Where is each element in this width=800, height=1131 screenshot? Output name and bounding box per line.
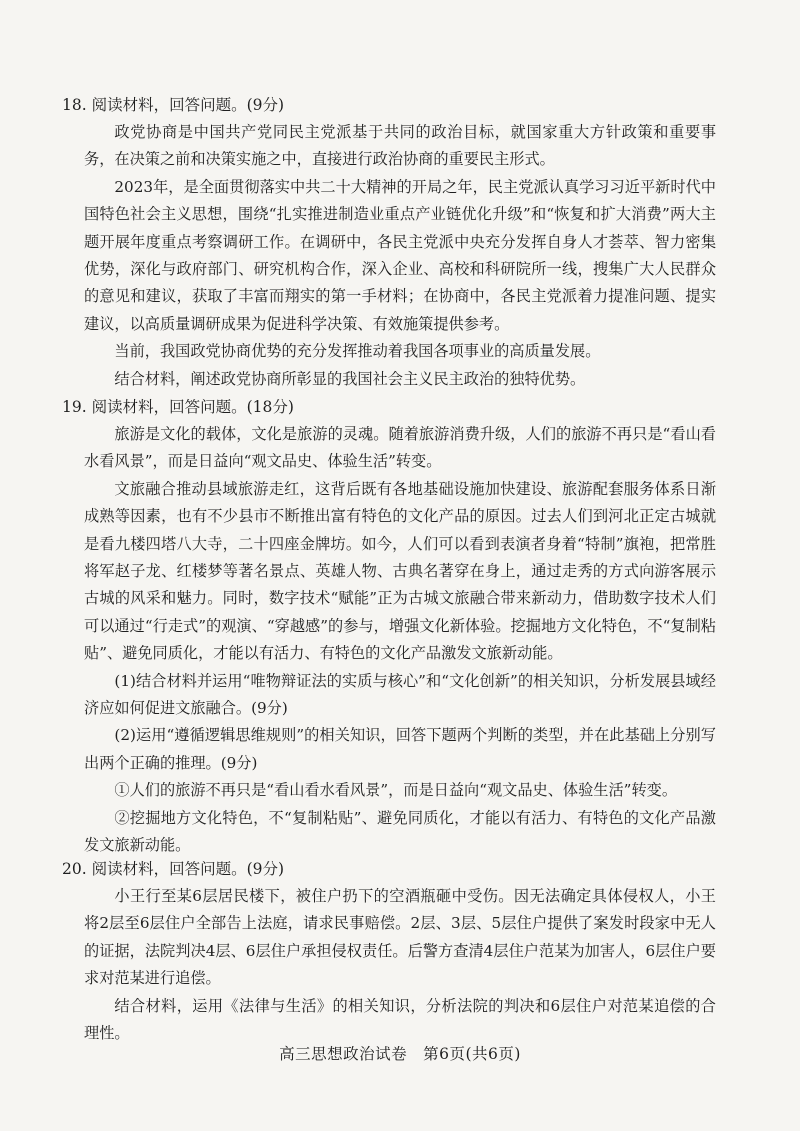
q20-paragraph-2: 结合材料，运用《法律与生活》的相关知识，分析法院的判决和6层住户对范某追偿的合理性。 [84, 996, 716, 1043]
question-20 [62, 856, 716, 1047]
question-20-header: 20. 阅读材料，回答问题。(9分) [62, 860, 285, 878]
q19-paragraph-1: 旅游是文化的载体，文化是旅游的灵魂。随着旅游消费升级，人们的旅游不再只是“看山看水看风景”，而是日益向“观文品史、体验生活”转变。 [84, 425, 716, 471]
q19-judgment-2: ②挖掘地方文化特色，不“复制粘贴”、避免同质化，才能以有活力、有特色的文化产品激发文旅新动能。 [84, 808, 716, 855]
question-18-header: 18. 阅读材料，回答问题。(9分) [62, 96, 285, 114]
q18-paragraph-1: 政党协商是中国共产党同民主党派基于共同的政治目标，就国家重大方针政策和重要事务，在决策之前和决策实施之中，直接进行政治协商的重要民主形式。 [84, 123, 716, 169]
q18-paragraph-3: 当前，我国政党协商优势的充分发挥推动着我国各项事业的高质量发展。 [114, 342, 601, 361]
q19-judgment-1: ①人们的旅游不再只是“看山看水看风景”，而是日益向“观文品史、体验生活”转变。 [114, 781, 678, 800]
q18-paragraph-4: 结合材料，阐述政党协商所彰显的我国社会主义民主政治的独特优势。 [114, 369, 586, 388]
q18-paragraph-2: 2023年，是全面贯彻落实中共二十大精神的开局之年，民主党派认真学习习近平新时代中国特色社会主义思想，围绕“扎实推进制造业重点产业链优化升级”和“恢复和扩大消费”两大主题开展年度重点考察调研工作。在调研中，各民主党派中央充分发挥自身人才荟萃、智力密集优势，深化与政府部门、研究机构合作，深入企业、高校和科研院所一线，搜集广大人民群众的意见和建议，获取了丰富而翔实的第一手材料；在协商中，各民主党派着力提准问题、提实建议，以高质量调研成果为促进科学决策、有效施策提供参考。 [84, 177, 716, 333]
q20-paragraph-1: 小王行至某6层居民楼下，被住户扔下的空酒瓶砸中受伤。因无法确定具体侵权人，小王将2层至6层住户全部告上法庭，请求民事赔偿。2层、3层、5层住户提供了案发时段家中无人的证据，法院判决4层、6层住户承担侵权责任。后警方查清4层住户范某为加害人，6层住户要求对范某进行追偿。 [84, 887, 716, 988]
q19-paragraph-2: 文旅融合推动县域旅游走红，这背后既有各地基础设施加快建设、旅游配套服务体系日渐成熟等因素，也有不少县市不断推出富有特色的文化产品的原因。过去人们到河北正定古城就是看九楼四塔八大寺，二十四座金牌坊。如今，人们可以看到表演者身着“特制”旗袍，把常胜将军赵子龙、红楼梦等著名景点、英雄人物、古典名著穿在身上，通过走秀的方式向游客展示古城的风采和魅力。同时，数字技术“赋能”正为古城文旅融合带来新动力，借助数字技术人们可以通过“行走式”的观演、“穿越感”的参与，增强文化新体验。挖掘地方文化特色，不“复制粘贴”、避免同质化，才能以有活力、有特色的文化产品激发文旅新动能。 [84, 479, 716, 663]
page-footer: 高三思想政治试卷 第6页(共6页) [279, 1045, 521, 1063]
q19-subquestion-2: (2)运用“遵循逻辑思维规则”的相关知识，回答下题两个判断的类型，并在此基础上分别写出两个正确的推理。(9分) [84, 726, 716, 772]
question-19 [62, 394, 716, 860]
q19-subquestion-1: (1)结合材料并运用“唯物辩证法的实质与核心”和“文化创新”的相关知识，分析发展县域经济应如何促进文旅融合。(9分) [84, 671, 716, 718]
question-19-header: 19. 阅读材料，回答问题。(18分) [62, 398, 294, 416]
question-18 [62, 92, 716, 393]
